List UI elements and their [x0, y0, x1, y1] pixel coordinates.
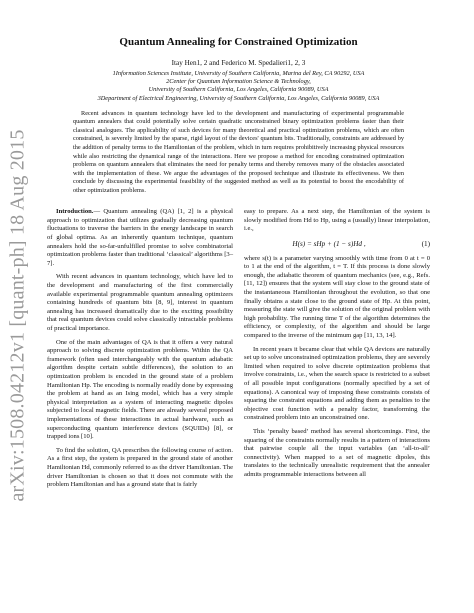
affiliations	[47, 70, 430, 103]
left-column	[47, 208, 233, 494]
affiliation-2: 2Center for Quantum Information Science & Technology,	[166, 78, 311, 86]
right-column	[244, 208, 430, 494]
author-list: Itay Hen1, 2 and Federico M. Spedalieri1, 2, 3	[171, 59, 306, 67]
paragraph-3: One of the main advantages of QA is that it offers a very natural approach to solving discrete optimization problems. Within the QA framework (often used interchangeably with the quantum adiabatic algorithm despite certain subtle differences), the solution to an optimization problem is encoded in the ground state of a problem Hamiltonian Hp. The encoding is normally readily done by expressing the problem at hand as an Ising model, which has a very simple physical interpretation as a system of interacting magnetic dipoles subjected to local magnetic fields. There are already several proposed implementations of these interactions in actual hardware, such as superconducting quantum interference devices (SQUIDs) [8], or trapped ions [10].	[47, 338, 233, 441]
paragraph-6: In recent years it became clear that while QA devices are naturally set up to solve unconstrained optimization problems, they are severely limited when required to solve discrete optimization problems that involve constraints, i.e., when the search space is restricted to a subset of all possible input configurations (normally specified by a set of equations). A canonical way of imposing these constraints consists of squaring the constraint equations and adding them as penalties to the objective cost function with a penalty factor, transforming the constrained problem into an unconstrained one.	[244, 345, 430, 422]
paragraph-continued: easy to prepare. As a next step, the Hamiltonian of the system is slowly modified from Hd to Hp, using a (usually) linear interpolation, i.e.,	[244, 208, 430, 233]
equation-number: (1)	[421, 240, 430, 249]
abstract	[73, 110, 404, 195]
paragraph-5: where s(t) is a parameter varying smoothly with time from 0 at t = 0 to 1 at the end of the algorithm, t = T. If this process is done slowly enough, the adiabatic theorem of quantum mechanics (see, e.g., Refs. [11, 12]) ensures that the system will stay close to the ground state of the instantaneous Hamiltonian throughout the evolution, so that one finally obtains a state close to the ground state of Hp. At this point, measuring the state will give the solution of the original problem with high probability. The running time T of the algorithm determines the efficiency, or complexity, of the algorithm and should be large compared to the inverse of the minimum gap [11, 13, 14].	[244, 254, 430, 339]
affiliation-3: 3Department of Electrical Engineering, University of Southern California, Los Angeles, California 90089, USA	[97, 94, 380, 102]
paper-title: Quantum Annealing for Constrained Optimization	[119, 36, 358, 48]
two-column-body	[47, 208, 430, 494]
arxiv-identifier: arXiv:1508.04212v1 [quant-ph] 18 Aug 2015	[6, 129, 29, 502]
affiliation-1: 1Information Sciences Institute, University of Southern California, Marina del Rey, CA 90292, USA	[112, 70, 365, 77]
paragraph-4: To find the solution, QA prescribes the following course of action. As a first step, the system is prepared in the ground state of another Hamiltonian Hd, commonly referred to as the driver Hamiltonian. The driver Hamiltonian is chosen so that it does not commute with the problem Hamiltonian and has a ground state that is fairly	[47, 446, 233, 489]
intro-paragraph	[47, 208, 233, 268]
affiliation-2-cont: University of Southern California, Los Angeles, California 90089, USA	[148, 86, 329, 94]
intro-text: — Quantum annealing (QA) [1, 2] is a physical approach to optimization that utilizes gradually decreasing quantum fluctuations to traverse the barriers in the energy landscape in search of global optima. As an inherently quantum technique, quantum annealers hold the so-far-unfulfilled promise to solve combinatorial optimization problems faster than traditional ‘classical’ algorithms [3–7].	[47, 208, 233, 267]
paragraph-7: This ‘penalty based’ method has several shortcomings. First, the squaring of the constraints normally results in a pattern of interactions that pairwise couple all the input variables (an ‘all-to-all’ connectivity). When mapped to a set of magnetic dipoles, this translates to the technically unrealistic requirement that the annealer admits programmable interactions between all	[244, 427, 430, 478]
abstract-text: Recent advances in quantum technology have led to the development and manufacturing of experimental programmable quantum annealers that could potentially solve certain quadratic unconstrained binary optimization problems faster than their classical analogues. The applicability of such devices for many theoretical and practical optimization problems, which are often constrained, is severely limited by the sparse, rigid layout of the devices' quantum bits. Traditionally, constraints are addressed by the addition of penalty terms to the Hamiltonian of the problem, which in turn requires prohibitively increasing physical resources while also restricting the dynamical range of the interactions. Here we propose a method for encoding constrained optimization problems on quantum annealers that eliminates the need for penalty terms and thereby removes many of the obstacles associated with the implementation of these. We argue the advantages of the proposed technique and illustrate its effectiveness. We then conclude by discussing the experimental feasibility of the suggested method as well as its potential to boost the encodability of other optimization problems.	[73, 109, 404, 194]
section-heading-introduction: Introduction.	[56, 208, 94, 216]
equation-body: H(s) = sHp + (1 − s)Hd ,	[292, 240, 366, 249]
equation-1	[244, 240, 430, 249]
paragraph-2: With recent advances in quantum technology, which have led to the development and manufacturing of the first commercially available experimental programmable quantum annealing optimizers containing hundreds of quantum bits [8, 9], interest in quantum annealing has increased dramatically due to the exciting possibility that real quantum devices could solve classically intractable problems of practical importance.	[47, 273, 233, 332]
paper-page	[47, 36, 430, 495]
arxiv-sidebar-stamp	[4, 118, 32, 513]
